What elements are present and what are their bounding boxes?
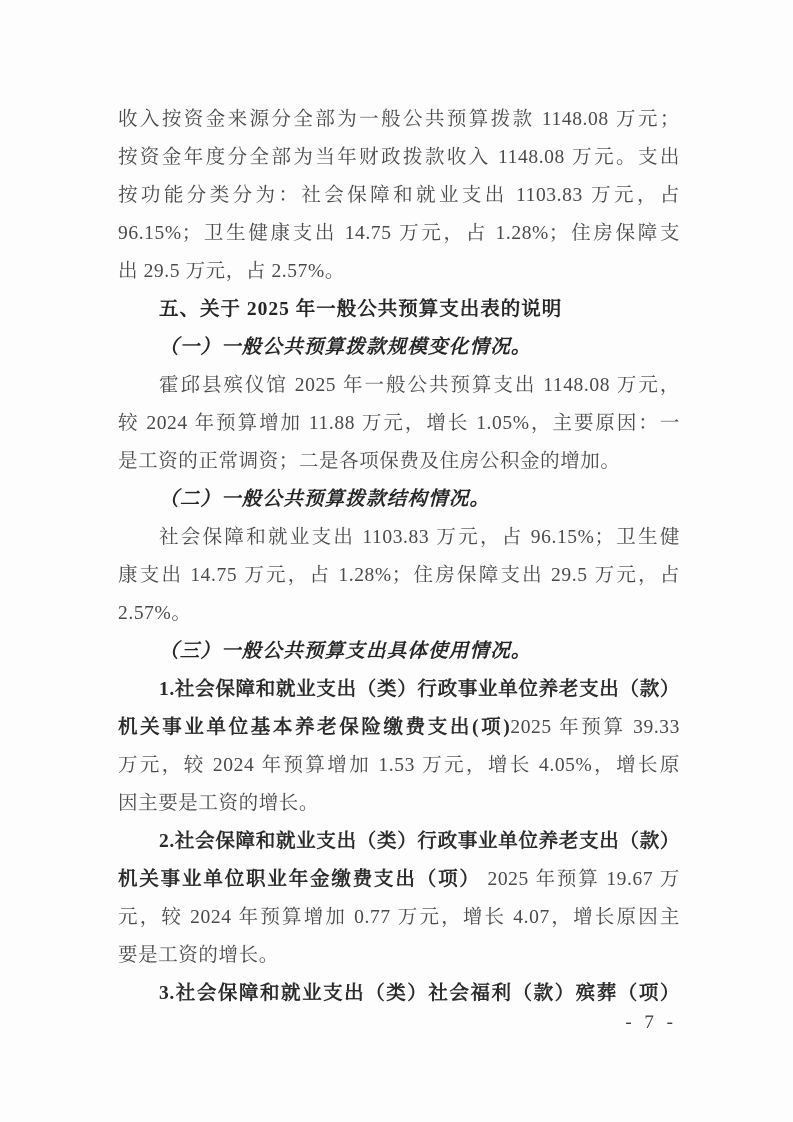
text-segment: （二）一般公共预算拨款结构情况。: [159, 489, 491, 510]
text-line: [118, 481, 680, 519]
text-line: [118, 329, 680, 367]
document-body: [118, 101, 680, 1013]
text-line: [118, 975, 680, 1013]
text-segment: 是工资的正常调资；二是各项保费及住房公积金的增加。: [118, 451, 621, 472]
text-line: [118, 519, 680, 557]
page-number: - 7 -: [625, 1012, 677, 1033]
text-segment: 收入按资金来源分全部为一般公共预算拨款 1148.08 万元；: [118, 109, 680, 130]
text-line: [118, 823, 680, 861]
bold-text-segment: 1.社会保障和就业支出（类）行政事业单位养老支出（款）: [159, 679, 680, 700]
text-line: [118, 557, 680, 595]
text-segment: （一）一般公共预算拨款规模变化情况。: [159, 337, 532, 358]
bold-text-segment: 2.社会保障和就业支出（类）行政事业单位养老支出（款）: [159, 831, 680, 852]
text-segment: 康支出 14.75 万元，占 1.28%；住房保障支出 29.5 万元，占: [118, 565, 680, 586]
text-line: [118, 899, 680, 937]
text-line: [118, 101, 680, 139]
text-line: [118, 671, 680, 709]
text-line: [118, 633, 680, 671]
text-segment: 按资金年度分全部为当年财政拨款收入 1148.08 万元。支出: [118, 147, 680, 168]
text-segment: （三）一般公共预算支出具体使用情况。: [159, 641, 532, 662]
text-segment: 2025 年预算 39.33: [510, 717, 680, 738]
text-segment: 霍邱县殡仪馆 2025 年一般公共预算支出 1148.08 万元，: [159, 375, 680, 396]
text-segment: 元，较 2024 年预算增加 0.77 万元，增长 4.07，增长原因主: [118, 907, 680, 928]
text-segment: 出 29.5 万元，占 2.57%。: [118, 261, 345, 282]
text-line: [118, 405, 680, 443]
text-segment: 96.15%；卫生健康支出 14.75 万元，占 1.28%；住房保障支: [118, 223, 680, 244]
bold-text-segment: 机关事业单位职业年金缴费支出（项）: [118, 869, 481, 890]
text-line: [118, 861, 680, 899]
text-segment: 社会保障和就业支出 1103.83 万元，占 96.15%；卫生健: [159, 527, 680, 548]
text-segment: 万元，较 2024 年预算增加 1.53 万元，增长 4.05%，增长原: [118, 755, 680, 776]
text-line: [118, 291, 680, 329]
text-segment: 较 2024 年预算增加 11.88 万元，增长 1.05%，主要原因：一: [118, 413, 680, 434]
text-segment: 2.57%。: [118, 603, 192, 624]
text-line: [118, 443, 680, 481]
text-line: [118, 595, 680, 633]
bold-text-segment: 3.社会保障和就业支出（类）社会福利（款）殡葬（项）: [159, 983, 680, 1004]
text-line: [118, 139, 680, 177]
text-line: [118, 215, 680, 253]
text-line: [118, 253, 680, 291]
text-line: [118, 367, 680, 405]
text-line: [118, 785, 680, 823]
text-line: [118, 937, 680, 975]
text-segment: 2025 年预算 19.67 万: [480, 869, 680, 890]
bold-text-segment: 机关事业单位基本养老保险缴费支出(项): [118, 717, 511, 738]
text-segment: 要是工资的增长。: [118, 945, 279, 966]
text-line: [118, 177, 680, 215]
text-line: [118, 709, 680, 747]
text-segment: 因主要是工资的增长。: [118, 793, 320, 814]
text-segment: 五、关于 2025 年一般公共预算支出表的说明: [159, 299, 563, 320]
text-segment: 按功能分类分为：社会保障和就业支出 1103.83 万元，占: [118, 185, 680, 206]
text-line: [118, 747, 680, 785]
